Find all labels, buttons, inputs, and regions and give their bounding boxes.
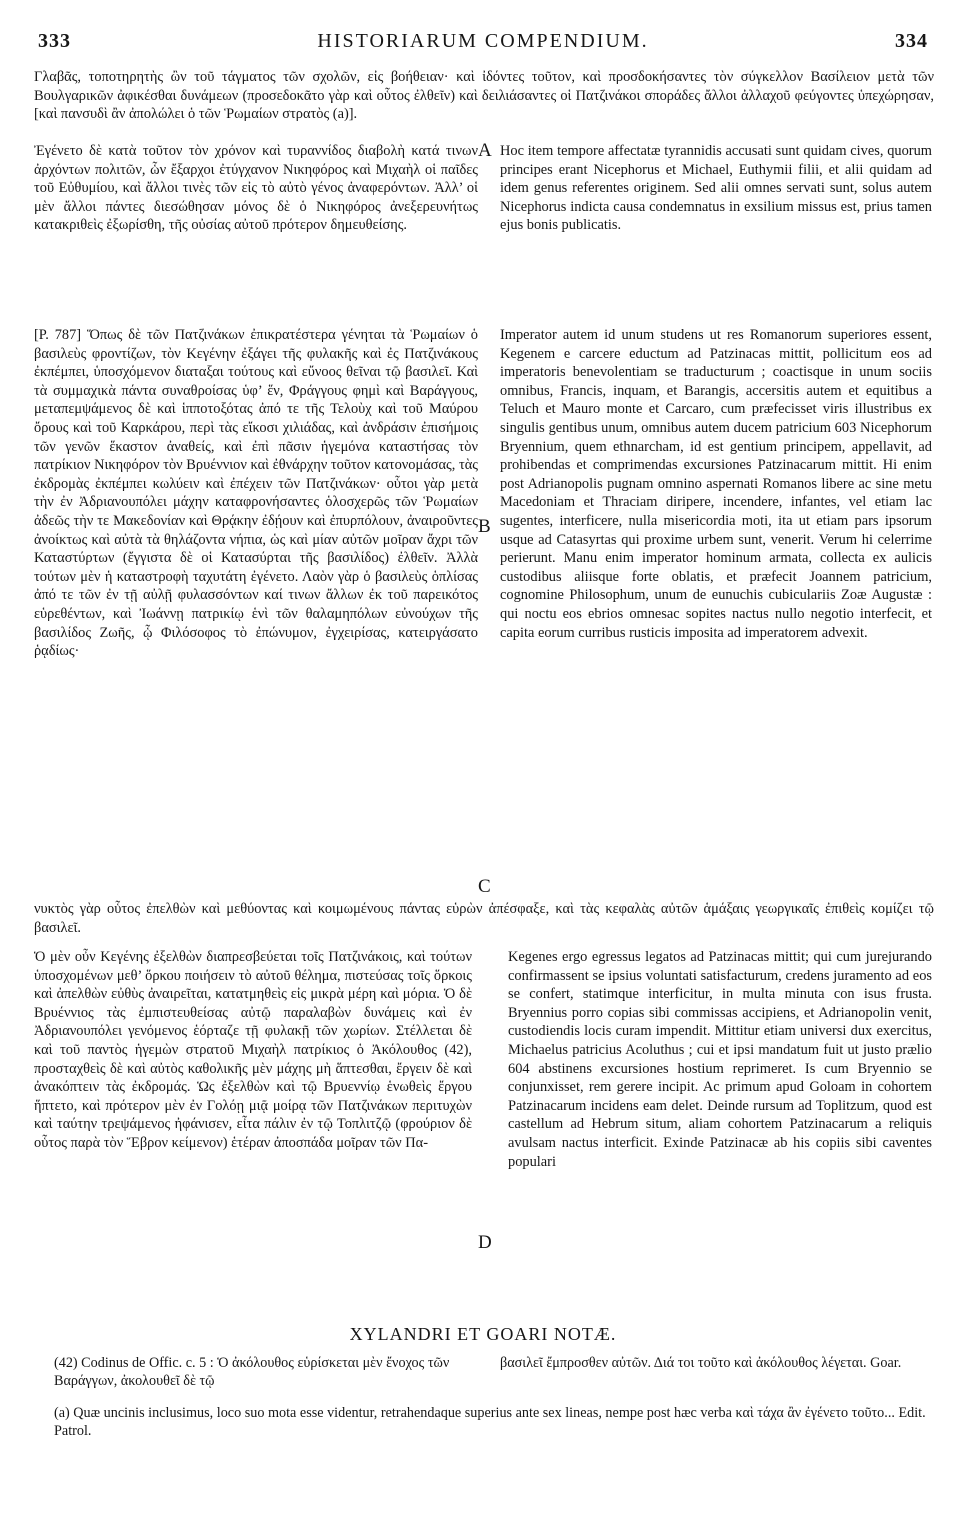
notes-heading: XYLANDRI ET GOARI NOTÆ. (349, 1324, 617, 1344)
running-header (30, 30, 936, 58)
margin-marker-c: C (478, 876, 491, 897)
latin-section-b: Imperator autem id unum studens ut res Romanorum superiores essent, Kegenem e carcere eductum ad Patzinacas mittit, pollicitum eos ad imperatoris benevolentiam se traducturum ; coactisque in unum sociis omnibus, Francis, inquam, et Barangis, accersitis autem et equitibus a Teluch et Mauro monte et Carcaro, cum præfecisset viris illustribus ex singulis gentibus unum, omnibus autem ducem patricium 603 Nicephorum Bryennium, quem ethnarcham, id est gentium principem, appellavit, ad prohibendas et comprimendas excursiones Patzinacarum mittit. Hi enim post Adrianopolis pugnam omnino aspernati Romanos libere ac sine metu Macedoniam et Thraciam diripere, incendere, infantes, vel etiam lac sugentes, interficere, nulla misericordia moti, ita ut etiam pars ipsorum usque ad Catasyrtas qui proxime urbem sunt, venerit. Verum hi celerrime perierunt. Manu enim imperator hominum armata, collecta ex aulicis custodibus aliisque forte oblatis, et præfecit Joannem patricium, cognomine Philosophum, unum de eunuchis cubiculariis Zoæ Augustæ : qui noctu eos ebrios omnesac sopites nactus nullo negotio interfecit, et capita eorum curribus rusticis imposita ad imperatorem advexit. (500, 327, 932, 641)
margin-marker-d: D (478, 1232, 492, 1253)
note-42-left: (42) Codinus de Offic. c. 5 : Ὁ ἀκόλουθος εὑρίσκεται μὲν ἔνοχος τῶν Βαράγγων, ἀκολουθεῖ δὲ τῷ (54, 1355, 450, 1390)
page-number-left: 333 (38, 30, 71, 52)
margin-marker-a: A (478, 140, 492, 161)
running-title: HISTORIARUM COMPENDIUM. (317, 30, 649, 52)
latin-section-a: Hoc item tempore affectatæ tyrannidis accusati sunt quidam cives, quorum principes erant Nicephorus et Michael, Euthymii filii, et alii quidam ad idem genus referentes originem. Sed alii omnes servati sunt, solus autem Nicephorus indicta causa condemnatus in exsilium missus est, prius tamen ejus bonis publicatis. (500, 143, 932, 234)
intro-greek-paragraph: Γλαβᾶς, τοποτηρητὴς ὢν τοῦ τάγματος τῶν σχολῶν, εἰς βοήθειαν· καὶ ἰδόντες τοῦτον, καὶ προσδοκήσαντες τὸν σύγκελλον Βασίλειον μετὰ τῶν Βουλγαρικῶν ἀφικέσθαι δυνάμεων (προσεδοκᾶτο γὰρ καὶ οὗτος ἐλθεῖν) καὶ δειλιάσαντες οἱ Πατζινάκοι σποράδες ἄλλοι ἀλλαχοῦ φεύγοντες ὑπεχώρησαν, [καὶ πανσυδὶ ἂν ἀπολώλει ὁ τῶν Ῥωμαίων στρατὸς (a)]. (34, 69, 934, 123)
greek-full-width-line: νυκτὸς γὰρ οὗτος ἐπελθὼν καὶ μεθύοντας καὶ κοιμωμένους πάντας εὑρὼν ἀπέσφαξε, καὶ τὰς κεφαλὰς αὐτῶν ἁμάξαις γεωργικαῖς ἐπιθεὶς κομίζει τῷ βασιλεῖ. (34, 901, 934, 936)
greek-section-c: Ὁ μὲν οὖν Κεγένης ἐξελθὼν διαπρεσβεύεται τοῖς Πατζινάκοις, καὶ τούτων ὑποσχομένων μεθ’ ὅρκου ποιήσειν τὸ αὐτοῦ θέλημα, πιστεύσας τοῖς ὅρκοις καὶ ἀπελθὼν εὐθὺς ἀναιρεῖται, κατατμηθεὶς εἰς μικρὰ μέρη καὶ μόρια. Ὁ δὲ Βρυέννιος τὰς ἐμπιστευθείσας αὐτῷ παραλαβὼν δυνάμεις καὶ ἐν Ἀδριανουπόλει γενόμενος ἑόρταζε τῇ φυλακῇ τῶν χωρίων. Στέλλεται δὲ καὶ τοῦ παντὸς ἡγεμὼν στρατοῦ Μιχαὴλ πατρίκιος ὁ Ἀκόλουθος (42), προσταχθεὶς δὲ καὶ αὐτὸς καθολικῆς μὲν μάχης μὴ ἅπτεσθαι, ἔργειν δὲ καὶ ἀνακόπτειν τὰς ἐκδρομάς. Ὡς ἐξελθὼν καὶ τῷ Βρυεννίῳ ἑνωθεὶς ἔργου ἥπτετο, καὶ πρότερον μὲν ἐν Γολόῃ μιᾷ μοίρᾳ τῶν Πατζινάκων περιτυχὼν καὶ ταύτην τρεψάμενος ἠφάνισεν, εἶτα πάλιν ἐν τῷ Τοπλιτζῷ (φρούριον δὲ οὗτος παρὰ τὸν Ἕβρον κείμενον) ἑτέραν ἀποσπάδα μοῖραν τῶν Πα- (34, 949, 472, 1151)
margin-marker-b: B (478, 516, 491, 537)
footnote-a: (a) Quæ uncinis inclusimus, loco suo mota esse videntur, retrahendaque superius ante sex lineas, nempe post hæc verba καὶ τάχα ἂν ἐγένετο τοῦτο... Edit. Patrol. (54, 1405, 926, 1440)
note-42-right: βασιλεῖ ἔμπροσθεν αὐτῶν. Διά τοι τοῦτο καὶ ἀκόλουθος λέγεται. Goar. (500, 1355, 902, 1371)
page-number-right: 334 (895, 30, 928, 52)
greek-section-b: [P. 787] Ὅπως δὲ τῶν Πατζινάκων ἐπικρατέστερα γένηται τὰ Ῥωμαίων ὁ βασιλεὺς φροντίζων, τὸν Κεγένην ἐξάγει τῆς φυλακῆς καὶ ἐς Πατζινάκους ἐκπέμπει, ὑποσχόμενον διαταξαι τούτους καὶ εὔνοος θεῖναι τῷ βασιλεῖ. Καὶ τὰ συμμαχικὰ πάντα συναθροίσας ὑφ’ ἕν, Φράγγους φημὶ καὶ Βαράγγους, μεταπεμψάμενος δὲ καὶ ἱπποτοξότας ἀπό τε τῆς Τελοὺχ καὶ τοῦ Μαύρου ὄρους καὶ τοῦ Καρκάρου, περὶ τὰς εἴκοσι χιλιάδας, καὶ ἀνδράσιν ἐπισήμοις τῶν γενῶν ἕκαστον ἀναθείς, καὶ ἐπὶ πᾶσιν ἡγεμόνα καταστήσας τὸν πατρίκιον Νικηφόρον τὸν Βρυέννιον καὶ ἐθνάρχην τοῦτον κατονομάσας, τὰς ἐκδρομὰς ἐκπέμπει κωλύειν καὶ ἐπέχειν τῶν Πατζινάκων· οὗτοι γὰρ μετὰ τὴν ἐν Ἀδριανουπόλει μάχην καταφρονήσαντες ὁλοσχερῶς τῶν Ῥωμαίων ἀδεῶς τὴν τε Μακεδονίαν καὶ Θρᾴκην ἐδῄουν καὶ ἐπυρπόλουν, ἀναιροῦντες ἀνοίκτως καὶ αὐτὰ τὰ θηλάζοντα νήπια, ὡς καὶ μίαν αὐτῶν μοῖραν ἄχρι τῶν Καταστύρτων (ἔγγιστα δὲ οἱ Κατασύρται τῆς βασιλίδος) ἐλθεῖν. Ἀλλὰ τούτων μὲν ἡ καταστροφὴ ταχυτάτη ἐγένετο. Λαὸν γὰρ ὁ βασιλεὺς ὁπλίσας ἀπό τε τῶν ἐν τῇ αὐλῇ φυλασσόντων καί τινων ἄλλων ἐκ τοῦ παρεικότος εὑρεθέντων, καὶ Ἰωάννῃ πατρικίῳ ἑνὶ τῶν θαλαμηπόλων εὐνούχων τῆς βασιλίδος Ζωῆς, ᾧ Φιλόσοφος τὸ ἐπώνυμον, ἐγχειρίσας, κατειργάσατο ῥᾳδίως· (34, 327, 478, 660)
latin-section-c: Kegenes ergo egressus legatos ad Patzinacas mittit; qui cum jurejurando confirmassent se ipsius voluntati satisfacturum, credens juramento ad eos se confert, statimque interficitur, in multa minuta con isus frusta. Bryennius porro copias sibi commissas accipiens, et Adrianopolin venit, custodiendis locis curam impendit. Mittitur etiam universi dux exercitus, Michaelus patricius Acoluthus ; cui et ipsi mandatum fuit ut justo prælio 604 abstinens excursiones hostium reprimeret. Is cum Bryennio se conjunxisset, rem gerere incipit. Ac primum apud Goloam in cohortem Patzinacarum incidens eam delet. Deinde rursum ad Toplitzum, quod est castellum ad Hebrum situm, aliam cohortem Patzinacarum a reliquis avulsam nactus interficit. Exinde Patzinacæ ab his copiis sibi caventes populari (508, 949, 932, 1170)
greek-section-a: Ἐγένετο δὲ κατὰ τοῦτον τὸν χρόνον καὶ τυραννίδος διαβολὴ κατά τινων ἀρχόντων πολιτῶν, ὧν ἔξαρχοι ἐτύγχανον Νικηφόρος καὶ Μιχαὴλ οἱ παῖδες τοῦ Εὐθυμίου, καὶ ἄλλοι τινὲς τῶν εἰς τὸ αὐτὸ γένος ἀναφερόντων. Ἀλλ’ οἱ μὲν ἄλλοι πάντες διεσώθησαν μόνος δὲ ὁ Νικηφόρος ἀνεξερευνήτως κατακριθεὶς ἐξωρίσθη, τῆς οὐσίας αὐτοῦ πρότερον δημευθείσης. (34, 143, 478, 234)
